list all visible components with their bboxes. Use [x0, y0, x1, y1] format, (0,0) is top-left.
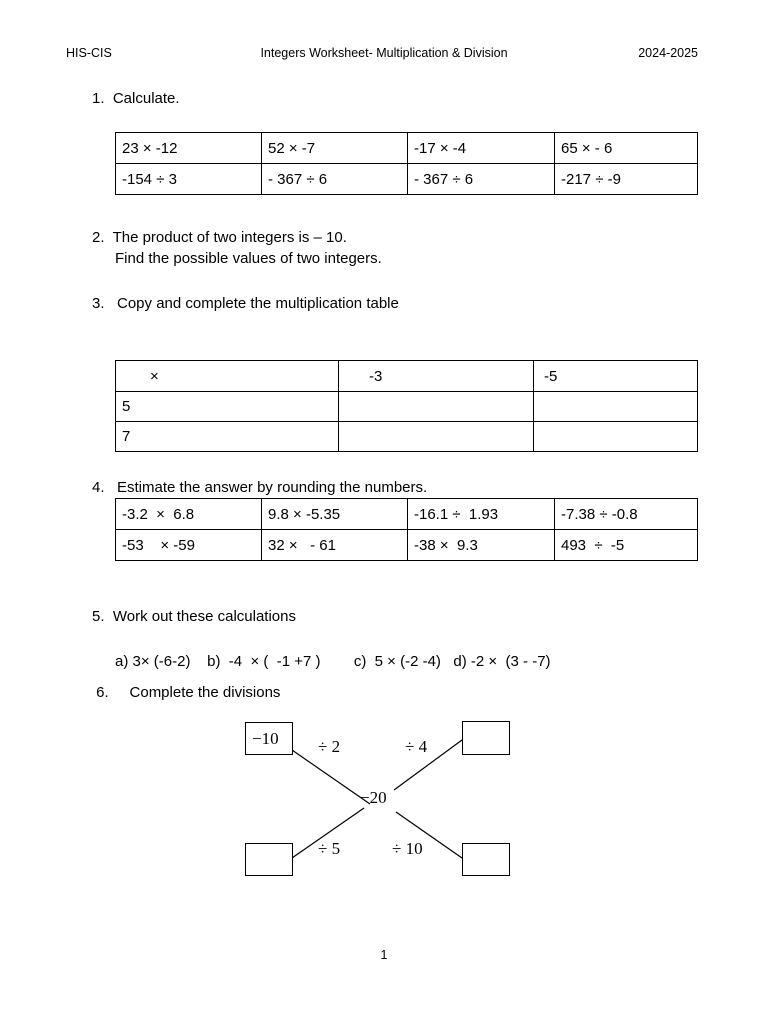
line-top-left [292, 750, 370, 804]
label-divide-5: ÷ 5 [318, 839, 341, 858]
q1-label: 1. Calculate. [92, 90, 180, 107]
q6-label: 6. Complete the divisions [92, 684, 281, 701]
q1-cell: - 367 ÷ 6 [408, 164, 555, 195]
q1-cell: 65 × - 6 [555, 133, 698, 164]
q2-line1: 2. The product of two integers is – 10. [92, 229, 347, 246]
q1-cell: 52 × -7 [262, 133, 408, 164]
q4-label: 4. Estimate the answer by rounding the numbers. [92, 479, 428, 496]
q3-header-cell: -5 [534, 361, 698, 392]
q4-cell: 493 ÷ -5 [555, 530, 698, 561]
q4-cell: -38 × 9.3 [408, 530, 555, 561]
q3-row-label: 7 [116, 422, 339, 452]
q1-cell: -217 ÷ -9 [555, 164, 698, 195]
q4-cell: 32 × - 61 [262, 530, 408, 561]
q1-cell: -17 × -4 [408, 133, 555, 164]
q4-cell: 9.8 × -5.35 [262, 499, 408, 530]
label-divide-2: ÷ 2 [318, 737, 341, 756]
page-number: 1 [380, 948, 388, 962]
q3-row-label: 5 [116, 392, 339, 422]
q1-cell: - 367 ÷ 6 [262, 164, 408, 195]
q1-cell: -154 ÷ 3 [116, 164, 262, 195]
q4-cell: -3.2 × 6.8 [116, 499, 262, 530]
bottom-left-answer-box[interactable] [245, 843, 293, 876]
q3-header-cell: -3 [339, 361, 534, 392]
q4-cell: -16.1 ÷ 1.93 [408, 499, 555, 530]
header-right: 2024-2025 [638, 46, 698, 60]
header-title: Integers Worksheet- Multiplication & Division [260, 46, 508, 60]
top-right-answer-box[interactable] [462, 721, 510, 755]
q5-label: 5. Work out these calculations [92, 608, 296, 625]
q1-cell: 23 × -12 [116, 133, 262, 164]
label-divide-4: ÷ 4 [405, 737, 428, 756]
top-left-answer-box [245, 722, 293, 755]
q4-cell: -7.38 ÷ -0.8 [555, 499, 698, 530]
q3-header-cell: × [116, 361, 339, 392]
q4-cell: -53 × -59 [116, 530, 262, 561]
q5-parts: a) 3× (-6-2) b) -4 × ( -1 +7 ) c) 5 × (-2 -4) d) -2 × (3 - -7) [115, 653, 551, 670]
q3-label: 3. Copy and complete the multiplication table [92, 295, 399, 312]
center-value: −20 [360, 788, 387, 807]
bottom-right-answer-box[interactable] [462, 843, 510, 876]
header-left: HIS-CIS [66, 46, 112, 60]
label-divide-10: ÷ 10 [392, 839, 423, 858]
top-left-value: −10 [252, 729, 279, 748]
q2-line2: Find the possible values of two integers. [115, 250, 382, 267]
